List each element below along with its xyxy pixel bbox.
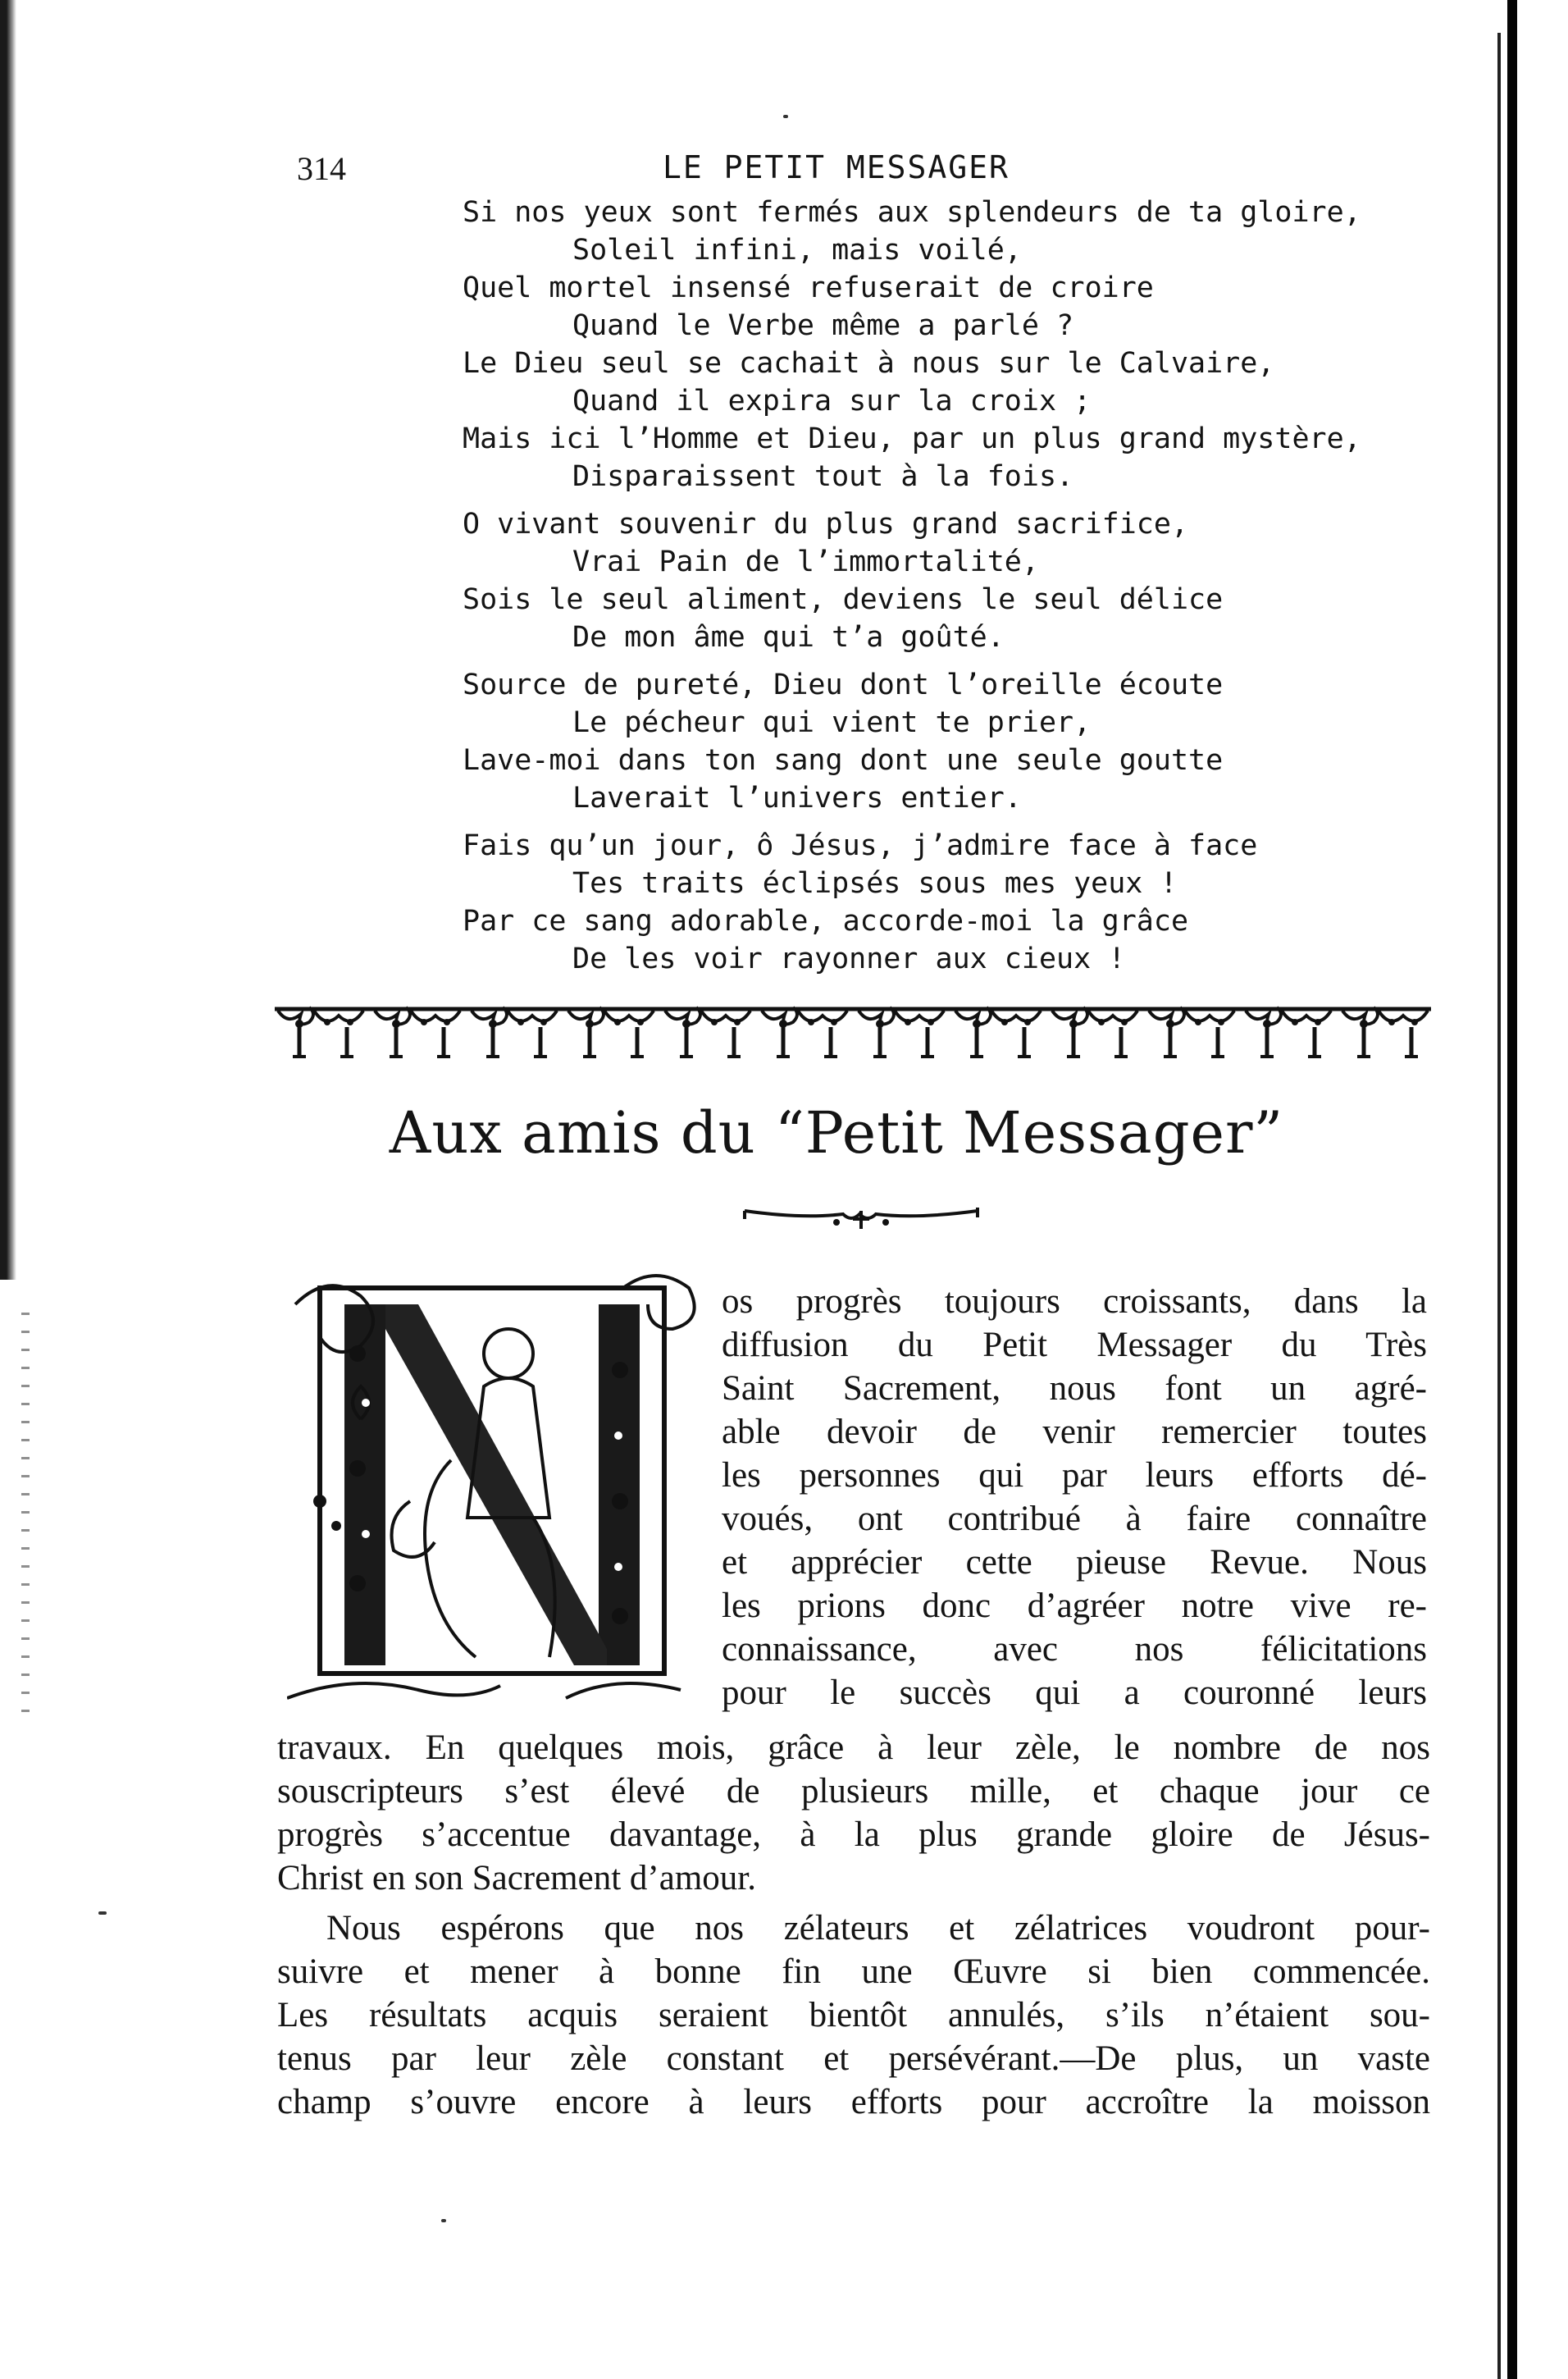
scan-speck (441, 2219, 446, 2222)
text-line: connaissance, avec nos félicitations (722, 1630, 1427, 1669)
illuminated-dropcap-illustration (287, 1255, 709, 1710)
text-line: souscripteurs s’est élevé de plusieurs mille, et chaque jour ce (277, 1772, 1430, 1811)
title-ornament (738, 1204, 984, 1237)
poem-line: Si nos yeux sont fermés aux splendeurs de ta gloire, (463, 196, 1361, 229)
poem-stanza (463, 194, 1463, 495)
poem-stanza (463, 827, 1463, 978)
text-line: Nous espérons que nos zélateurs et zélatrices voudront pour- (326, 1909, 1430, 1947)
page-number: 314 (297, 150, 346, 187)
text-line: les prions donc d’agréer notre vive re- (722, 1587, 1427, 1625)
poem-line: Quel mortel insensé refuserait de croire (463, 272, 1154, 304)
poem-line: Source de pureté, Dieu dont l’oreille écoute (463, 669, 1224, 701)
scan-left-edge (0, 0, 38, 1280)
article-paragraph-wrapped (722, 1280, 1427, 1715)
poem-line: Le pécheur qui vient te prier, (572, 706, 1092, 739)
poem-line: Le Dieu seul se cachait à nous sur le Calvaire, (463, 347, 1275, 380)
text-line: les personnes qui par leurs efforts dé- (722, 1456, 1427, 1495)
poem-line: Quand il expira sur la croix ; (572, 385, 1092, 418)
article-title: Aux amis du “Petit Messager” (389, 1099, 1284, 1167)
text-line: suivre et mener à bonne fin une Œuvre si bien commencée. (277, 1952, 1430, 1991)
poem-line: Lave-moi dans ton sang dont une seule goutte (463, 744, 1224, 777)
text-line: Saint Sacrement, nous font un agré- (722, 1369, 1427, 1408)
scan-right-edge-line (1497, 33, 1501, 2379)
poem-line: Quand le Verbe même a parlé ? (572, 309, 1074, 342)
poem-stanza (463, 666, 1463, 817)
text-line: travaux. En quelques mois, grâce à leur zèle, le nombre de nos (277, 1728, 1430, 1767)
text-line: progrès s’accentue davantage, à la plus grande gloire de Jésus- (277, 1815, 1430, 1854)
text-line: diffusion du Petit Messager du Très (722, 1326, 1427, 1364)
poem-line: De les voir rayonner aux cieux ! (572, 943, 1126, 975)
scan-left-edge-marks (21, 1313, 30, 1723)
poem-line: Fais qu’un jour, ô Jésus, j’admire face à face (463, 829, 1258, 862)
scan-speck (783, 115, 788, 118)
scan-speck (98, 1911, 107, 1915)
poem-line: De mon âme qui t’a goûté. (572, 621, 1005, 654)
article-body (277, 1726, 1430, 2124)
text-line: et apprécier cette pieuse Revue. Nous (722, 1543, 1427, 1582)
scan-right-edge (1507, 0, 1517, 2379)
paragraph-gap (277, 1900, 1430, 1906)
poem (463, 194, 1463, 988)
poem-line: O vivant souvenir du plus grand sacrifice, (463, 508, 1189, 541)
text-line: able devoir de venir remercier toutes (722, 1413, 1427, 1451)
poem-line: Sois le seul aliment, deviens le seul délice (463, 583, 1224, 616)
ornament-band (275, 1004, 1431, 1065)
text-line: pour le succès qui a couronné leurs (722, 1674, 1427, 1712)
poem-line: Mais ici l’Homme et Dieu, par un plus grand mystère, (463, 422, 1361, 455)
poem-line: Disparaissent tout à la fois. (572, 460, 1074, 493)
text-line: voués, ont contribué à faire connaître (722, 1500, 1427, 1538)
running-head: LE PETIT MESSAGER (663, 149, 1010, 185)
poem-stanza (463, 505, 1463, 656)
text-line: champ s’ouvre encore à leurs efforts pour accroître la moisson (277, 2083, 1430, 2121)
text-line: Christ en son Sacrement d’amour. (277, 1859, 756, 1897)
poem-line: Tes traits éclipsés sous mes yeux ! (572, 867, 1178, 900)
poem-line: Laverait l’univers entier. (572, 782, 1022, 815)
poem-line: Soleil infini, mais voilé, (572, 234, 1022, 267)
poem-line: Vrai Pain de l’immortalité, (572, 546, 1039, 578)
text-line: tenus par leur zèle constant et persévérant.—De plus, un vaste (277, 2039, 1430, 2078)
text-line: Les résultats acquis seraient bientôt annulés, s’ils n’étaient sou- (277, 1996, 1430, 2034)
text-line: os progrès toujours croissants, dans la (722, 1282, 1427, 1321)
poem-line: Par ce sang adorable, accorde-moi la grâce (463, 905, 1189, 938)
